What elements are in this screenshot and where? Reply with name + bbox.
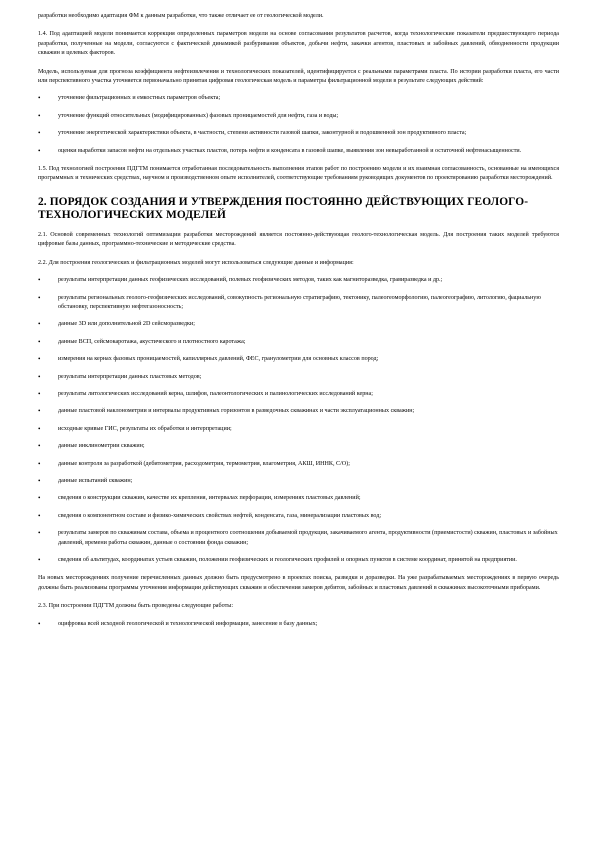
list-item: • данные контроля за разработкой (дебитометрия, расходометрия, термометрия, влагометрия, АКШ, ИННК, С/О); — [38, 460, 559, 469]
paragraph-2-2: 2.2. Для построения геологических и фильтрационных моделей могут использоваться следующие данные и информация: — [38, 259, 354, 266]
paragraph: разработки необходимо адаптация ФМ к данным разработки, что также отличает ее от геологической модели. — [38, 13, 324, 19]
list-item: • сведения об альтитудах, координатах устьев скважин, положении геофизических и геологических профилей и опорных пунктов в системе координат, принятой на предприятии. — [38, 556, 559, 565]
paragraph-2-1: 2.1. Основой современных технологий оптимизации разработки месторождений является постоянно-действующая геолого-технологическая модель. Для построения таких моделей требуются цифровые базы данных, программно-технические и методические средства. — [38, 231, 559, 248]
list-item: • исходные кривые ГИС, результаты их обработки и интерпретации; — [38, 425, 559, 434]
list-item: • результаты замеров по скважинам состава, объема и процентного соотношения добываемой продукции, закачиваемого агента, продуктивности (приемистости) скважин, пластовых и забойных давлений, времени работы скважин, данные о состоянии фонда скважин; — [38, 529, 559, 548]
list-item: • уточнение энергетической характеристики объекта, в частности, степени активности газовой шапки, законтурной и подошвенной зон продуктивного пласта; — [38, 129, 559, 138]
list-item: • результаты региональных геолого-геофизических исследований, совокупность региональную стратиграфию, тектонику, палеогеоморфологию, палеогеографию, литологию, фациальную обстановку, перспективную нефтегазоносность; — [38, 294, 559, 313]
list-item: • уточнение функций относительных (модифицированных) фазовых проницаемостей для нефти, газа и воды; — [38, 112, 559, 121]
list-item: • оцифровка всей исходной геологической и технологической информации, занесение в базу данных; — [38, 620, 559, 629]
list-item: • результаты литологических исследований керна, шлифов, палеонтологических и палинологических исследований керна; — [38, 390, 559, 399]
section-heading: 2. ПОРЯДОК СОЗДАНИЯ И УТВЕРЖДЕНИЯ ПОСТОЯННО ДЕЙСТВУЮЩИХ ГЕОЛОГО-ТЕХНОЛОГИЧЕСКИХ МОДЕЛЕЙ — [38, 195, 529, 221]
list-item: • сведения о компонентном составе и физико-химических свойствах нефтей, конденсата, газа, минерализации пластовых вод; — [38, 512, 559, 521]
list-item: • данные пластовой наклонометрии и интервалы продуктивных горизонтов в разведочных скважинах и части эксплуатационных скважин; — [38, 407, 559, 416]
list-item: • результаты интерпретации данных геофизических исследований, полевых геофизических методов, таких как магниторазведка, гравиразведка и др.; — [38, 276, 559, 285]
list-item: • результаты интерпретации данных пластовых методов; — [38, 373, 559, 382]
list-item: • данные 3D или дополнительной 2D сейсморазведки; — [38, 320, 559, 329]
list-item: • данные инклинометрии скважин; — [38, 442, 559, 451]
list-item: • данные ВСП, сейсмокаротажа, акустического и плотностного каротажа; — [38, 338, 559, 347]
list-item: • данные испытаний скважин; — [38, 477, 559, 486]
paragraph-2-3: 2.3. При построении ПДГТМ должны быть проведены следующие работы: — [38, 603, 234, 610]
paragraph: Модель, используемая для прогноза коэффициента нефтеизвлечения и технологических показателей, идентифицируется с реальными параметрами пласта. По истории разработки пласта, его части или перспективного участка уточняется первоначально принятая цифровая геологическая модель и параметры фильтрационной модели в результате следующих действий: — [38, 68, 559, 85]
list-item: • уточнение фильтрационных и емкостных параметров объекта; — [38, 94, 559, 103]
list-item: • измерения на кернах фазовых проницаемостей, капиллярных давлений, ФЕС, гранулометрии для основных классов пород; — [38, 355, 559, 364]
paragraph-1-5: 1.5. Под технологией построения ПДГТМ понимается отработанная последовательность выполнения этапов работ по построению модели и их взаимная согласованность, основанные на имеющихся программных и технических средствах, научном и производственном опыте исполнителей, соответствующие требованиям руководящих документов по проектированию разработки месторождений. — [38, 166, 559, 182]
paragraph: На новых месторождениях получение перечисленных данных должно быть предусмотрено в проектах поиска, разведки и доразведки. На уже разрабатываемых месторождениях в первую очередь должны быть реализованы программы уточнения информации действующих скважин и обеспечения замеров дебитов, забойных и пластовых давлений в скважинах высокоточными приборами. — [38, 575, 559, 591]
list-item: • оценки выработки запасов нефти на отдельных участках пластов, потерь нефти и конденсата в газовой шапке, выявления зон невыработанной и остаточной нефтенасыщенности. — [38, 147, 559, 156]
paragraph-1-4: 1.4. Под адаптацией модели понимается коррекция определенных параметров модели на основе согласования результатов расчетов, когда технологические показатели предшествующего периода разработки, полученные на модели, согласуются с фактической динамикой разбуривания объектов, добычи нефти, закачки агентов, пластовых и забойных давлений, обводненности продукции скважин и целевых факторов. — [38, 31, 559, 57]
list-item: • сведения о конструкции скважин, качестве их крепления, интервалах перфорации, измерениях пластовых давлений; — [38, 494, 559, 503]
